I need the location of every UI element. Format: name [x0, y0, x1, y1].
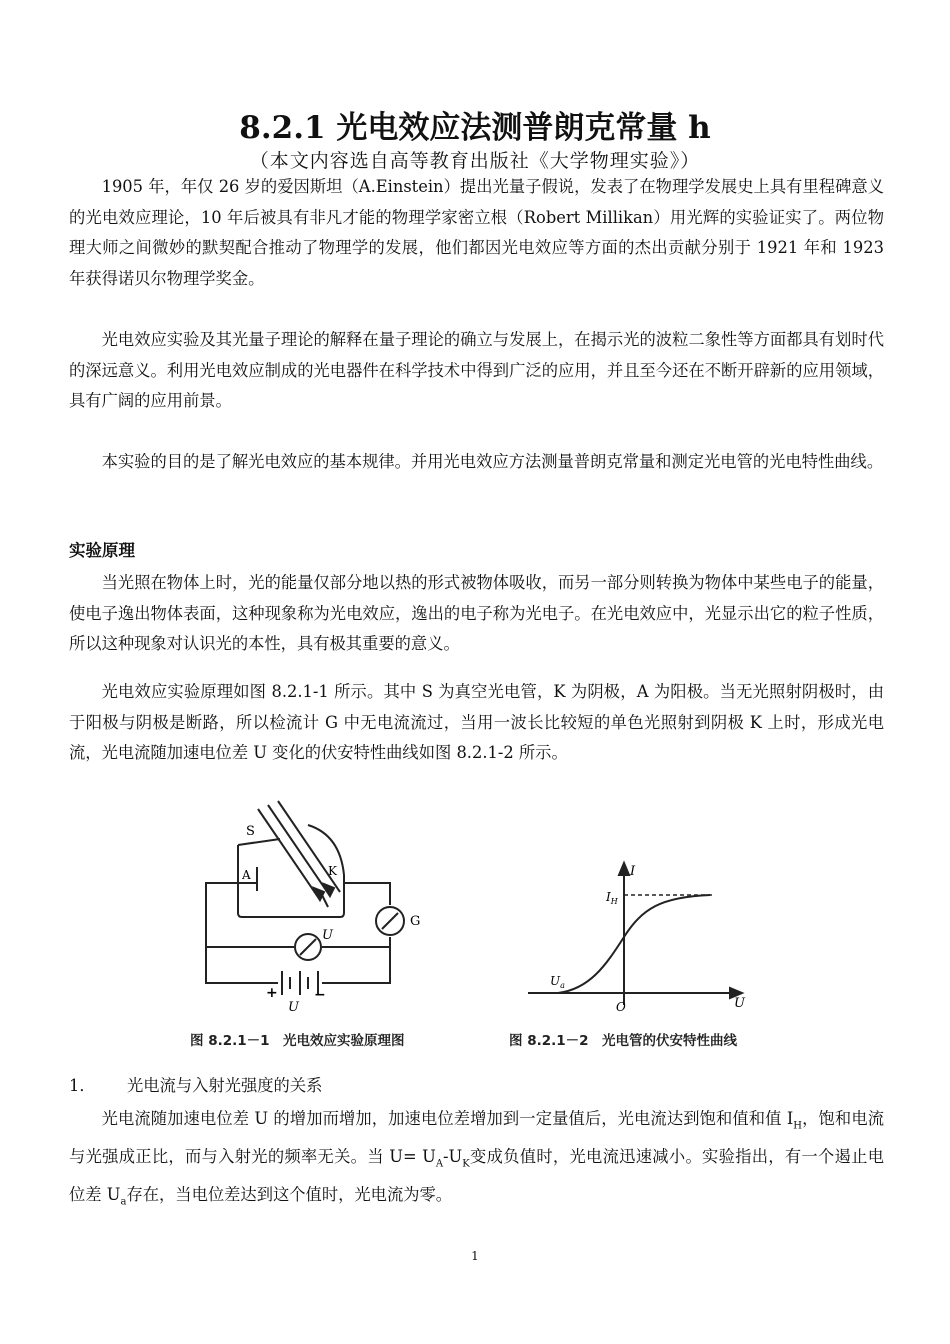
page-title: 8.2.1 光电效应法测普朗克常量 h [239, 110, 711, 146]
label-origin: O [616, 1000, 626, 1014]
label-A: A [242, 868, 251, 882]
label-U-battery: U [288, 1000, 299, 1015]
iv-curve-figure [520, 855, 760, 1015]
label-U-meter: U [322, 928, 333, 943]
photoelectric-circuit-figure [190, 795, 450, 1020]
section-heading: 实验原理 [69, 541, 135, 560]
label-G: G [410, 914, 421, 929]
label-Ua: $U_a$ [550, 974, 565, 990]
item-1-paragraph: 光电流随加速电位差 U 的增加而增加，加速电位差增加到一定量值后，光电流达到饱和值和值 $I_H$，饱和电流与光强成正比，而与入射光的频率无关。当 $U= U_A-U_K$变成负值时，光电流迅速减小。实验指出，有一个遏止电位差 $U_a$存在，当电位差达到这个值时，光电流为零。 [69, 1109, 884, 1207]
page-number: 1 [471, 1249, 479, 1263]
principle-paragraph-2: 光电效应实验原理如图 8.2.1-1 所示。其中 S 为真空光电管，K 为阴极，A 为阳极。当无光照射阴极时，由于阳极与阴极是断路，所以检流计 G 中无电流流过，当用一波长比较短的单色光照射到阴极 K 上时，形成光电流，光电流随加速电位差 U 变化的伏安特性曲线如图 8.2.1-2 所示。 [69, 682, 884, 762]
figure-2-caption: 图 8.2.1－2 光电管的伏安特性曲线 [509, 1033, 738, 1049]
label-minus: − [314, 987, 326, 1003]
intro-paragraph-3: 本实验的目的是了解光电效应的基本规律。并用光电效应方法测量普朗克常量和测定光电管的光电特性曲线。 [101, 452, 884, 471]
principle-paragraph-1: 当光照在物体上时，光的能量仅部分地以热的形式被物体吸收，而另一部分则转换为物体中某些电子的能量，使电子逸出物体表面，这种现象称为光电效应，逸出的电子称为光电子。在光电效应中，光显示出它的粒子性质，所以这种现象对认识光的本性，具有极其重要的意义。 [69, 573, 884, 653]
source-note: （本文内容选自高等教育出版社《大学物理实验》） [249, 150, 701, 172]
label-IH: $I_H$ [606, 890, 618, 906]
axis-label-I: I [630, 864, 636, 879]
label-plus: + [266, 985, 278, 1001]
item-1-title: 光电流与入射光强度的关系 [127, 1076, 323, 1095]
figure-1-caption: 图 8.2.1－1 光电效应实验原理图 [190, 1033, 405, 1049]
label-K: K [328, 864, 337, 878]
axis-label-U: U [734, 996, 745, 1011]
label-S: S [246, 824, 255, 839]
item-1-heading [69, 1072, 322, 1096]
intro-paragraph-2: 光电效应实验及其光量子理论的解释在量子理论的确立与发展上，在揭示光的波粒二象性等方面都具有划时代的深远意义。利用光电效应制成的光电器件在科学技术中得到广泛的应用，并且至今还在不断开辟新的应用领域，具有广阔的应用前景。 [69, 330, 884, 410]
intro-paragraph-1: 1905 年，年仅 26 岁的爱因斯坦（A.Einstein）提出光量子假说，发表了在物理学发展史上具有里程碑意义的光电效应理论，10 年后被具有非凡才能的物理学家密立根（Robert Millikan）用光辉的实验证实了。两位物理大师之间微妙的默契配合推动了物理学的发展，他们都因光电效应等方面的杰出贡献分别于 1921 年和 1923 年获得诺贝尔物理学奖金。 [69, 177, 884, 288]
item-1-number: 1． [69, 1076, 96, 1095]
